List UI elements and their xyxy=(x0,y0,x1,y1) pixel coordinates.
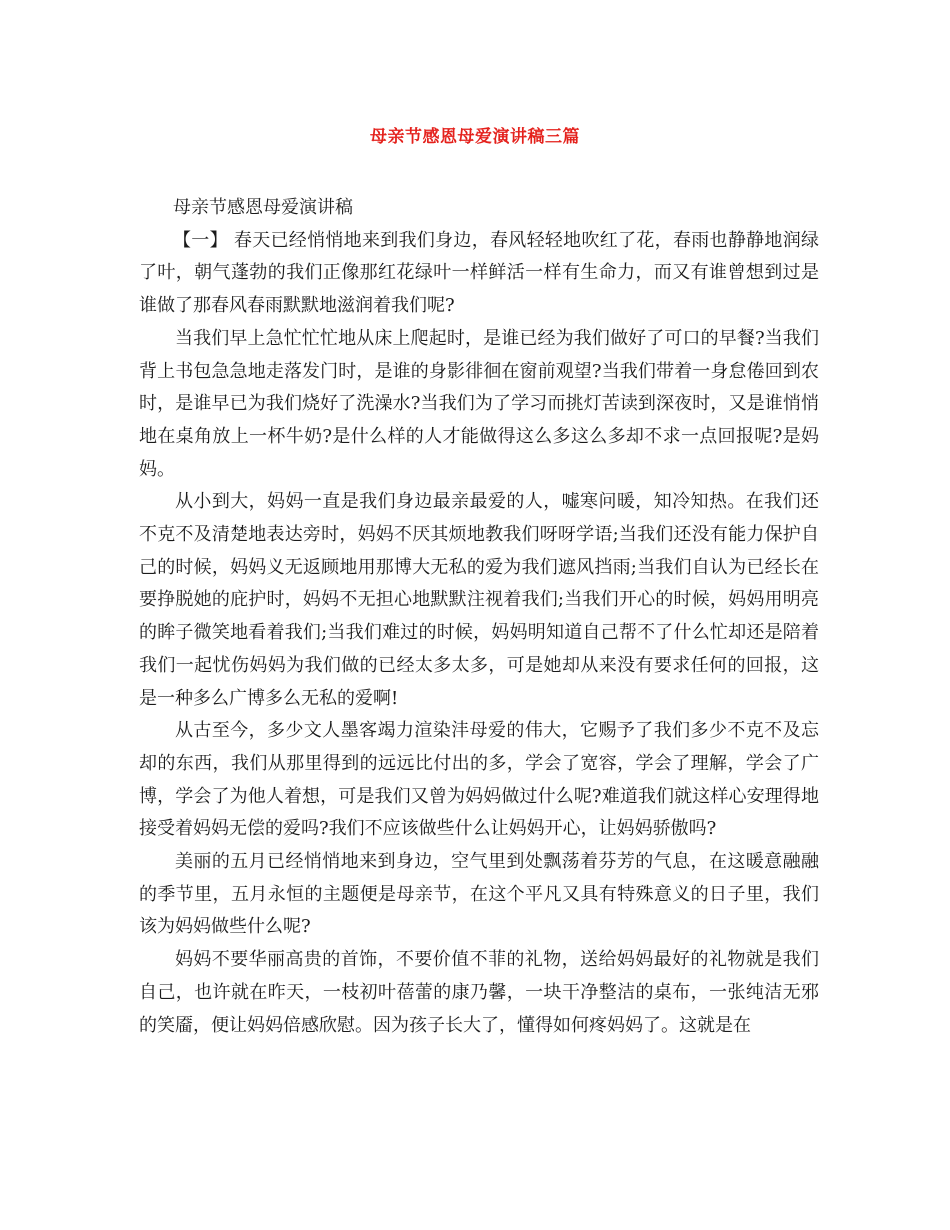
document-subtitle: 母亲节感恩母爱演讲稿 xyxy=(173,197,353,218)
paragraph: 从古至今，多少文人墨客竭力渲染沣母爱的伟大，它赐予了我们多少不克不及忘却的东西，我们从那里得到的远远比付出的多，学会了宽容，学会了理解，学会了广博，学会了为他人着想，可是我们又曾为妈妈做过什么呢?难道我们就这样心安理得地接受着妈妈无偿的爱吗?我们不应该做些什么让妈妈开心，让妈妈骄傲吗? xyxy=(139,720,819,840)
paragraph: 妈妈不要华丽高贵的首饰，不要价值不菲的礼物，送给妈妈最好的礼物就是我们自己，也许就在昨天，一枝初叶蓓蕾的康乃馨，一块干净整洁的桌布，一张纯洁无邪的笑靥，便让妈妈倍感欣慰。因为孩子长大了，懂得如何疼妈妈了。这就是在 xyxy=(139,949,819,1036)
paragraph: 【一】 春天已经悄悄地来到我们身边，春风轻轻地吹红了花，春雨也静静地润绿了叶，朝气蓬勃的我们正像那红花绿叶一样鲜活一样有生命力，而又有谁曾想到过是谁做了那春风春雨默默地滋润着我们呢? xyxy=(139,229,819,317)
document-body xyxy=(139,192,819,1042)
paragraph: 美丽的五月已经悄悄地来到身边，空气里到处飘荡着芬芳的气息，在这暖意融融的季节里，五月永恒的主题便是母亲节，在这个平凡又具有特殊意义的日子里，我们该为妈妈做些什么呢? xyxy=(139,851,819,938)
paragraph: 从小到大，妈妈一直是我们身边最亲最爱的人，嘘寒问暖，知冷知热。在我们还不克不及清楚地表达旁时，妈妈不厌其烦地教我们呀呀学语;当我们还没有能力保护自己的时候，妈妈义无返顾地用那博大无私的爱为我们遮风挡雨;当我们自认为已经长在要挣脱她的庇护时，妈妈不无担心地默默注视着我们;当我们开心的时候，妈妈用明亮的眸子微笑地看着我们;当我们难过的时候，妈妈明知道自己帮不了什么忙却还是陪着我们一起忧伤妈妈为我们做的已经太多太多，可是她却从来没有要求任何的回报，这是一种多么广博多么无私的爱啊! xyxy=(139,491,819,709)
paragraph: 当我们早上急忙忙忙地从床上爬起时，是谁已经为我们做好了可口的早餐?当我们背上书包急急地走落发门时，是谁的身影徘徊在窗前观望?当我们带着一身怠倦回到农时，是谁早已为我们烧好了洗澡水?当我们为了学习而挑灯苦读到深夜时，又是谁悄悄地在桌角放上一杯牛奶?是什么样的人才能做得这么多这么多却不求一点回报呢?是妈妈。 xyxy=(139,327,820,480)
document-title: 母亲节感恩母爱演讲稿三篇 xyxy=(370,127,580,147)
